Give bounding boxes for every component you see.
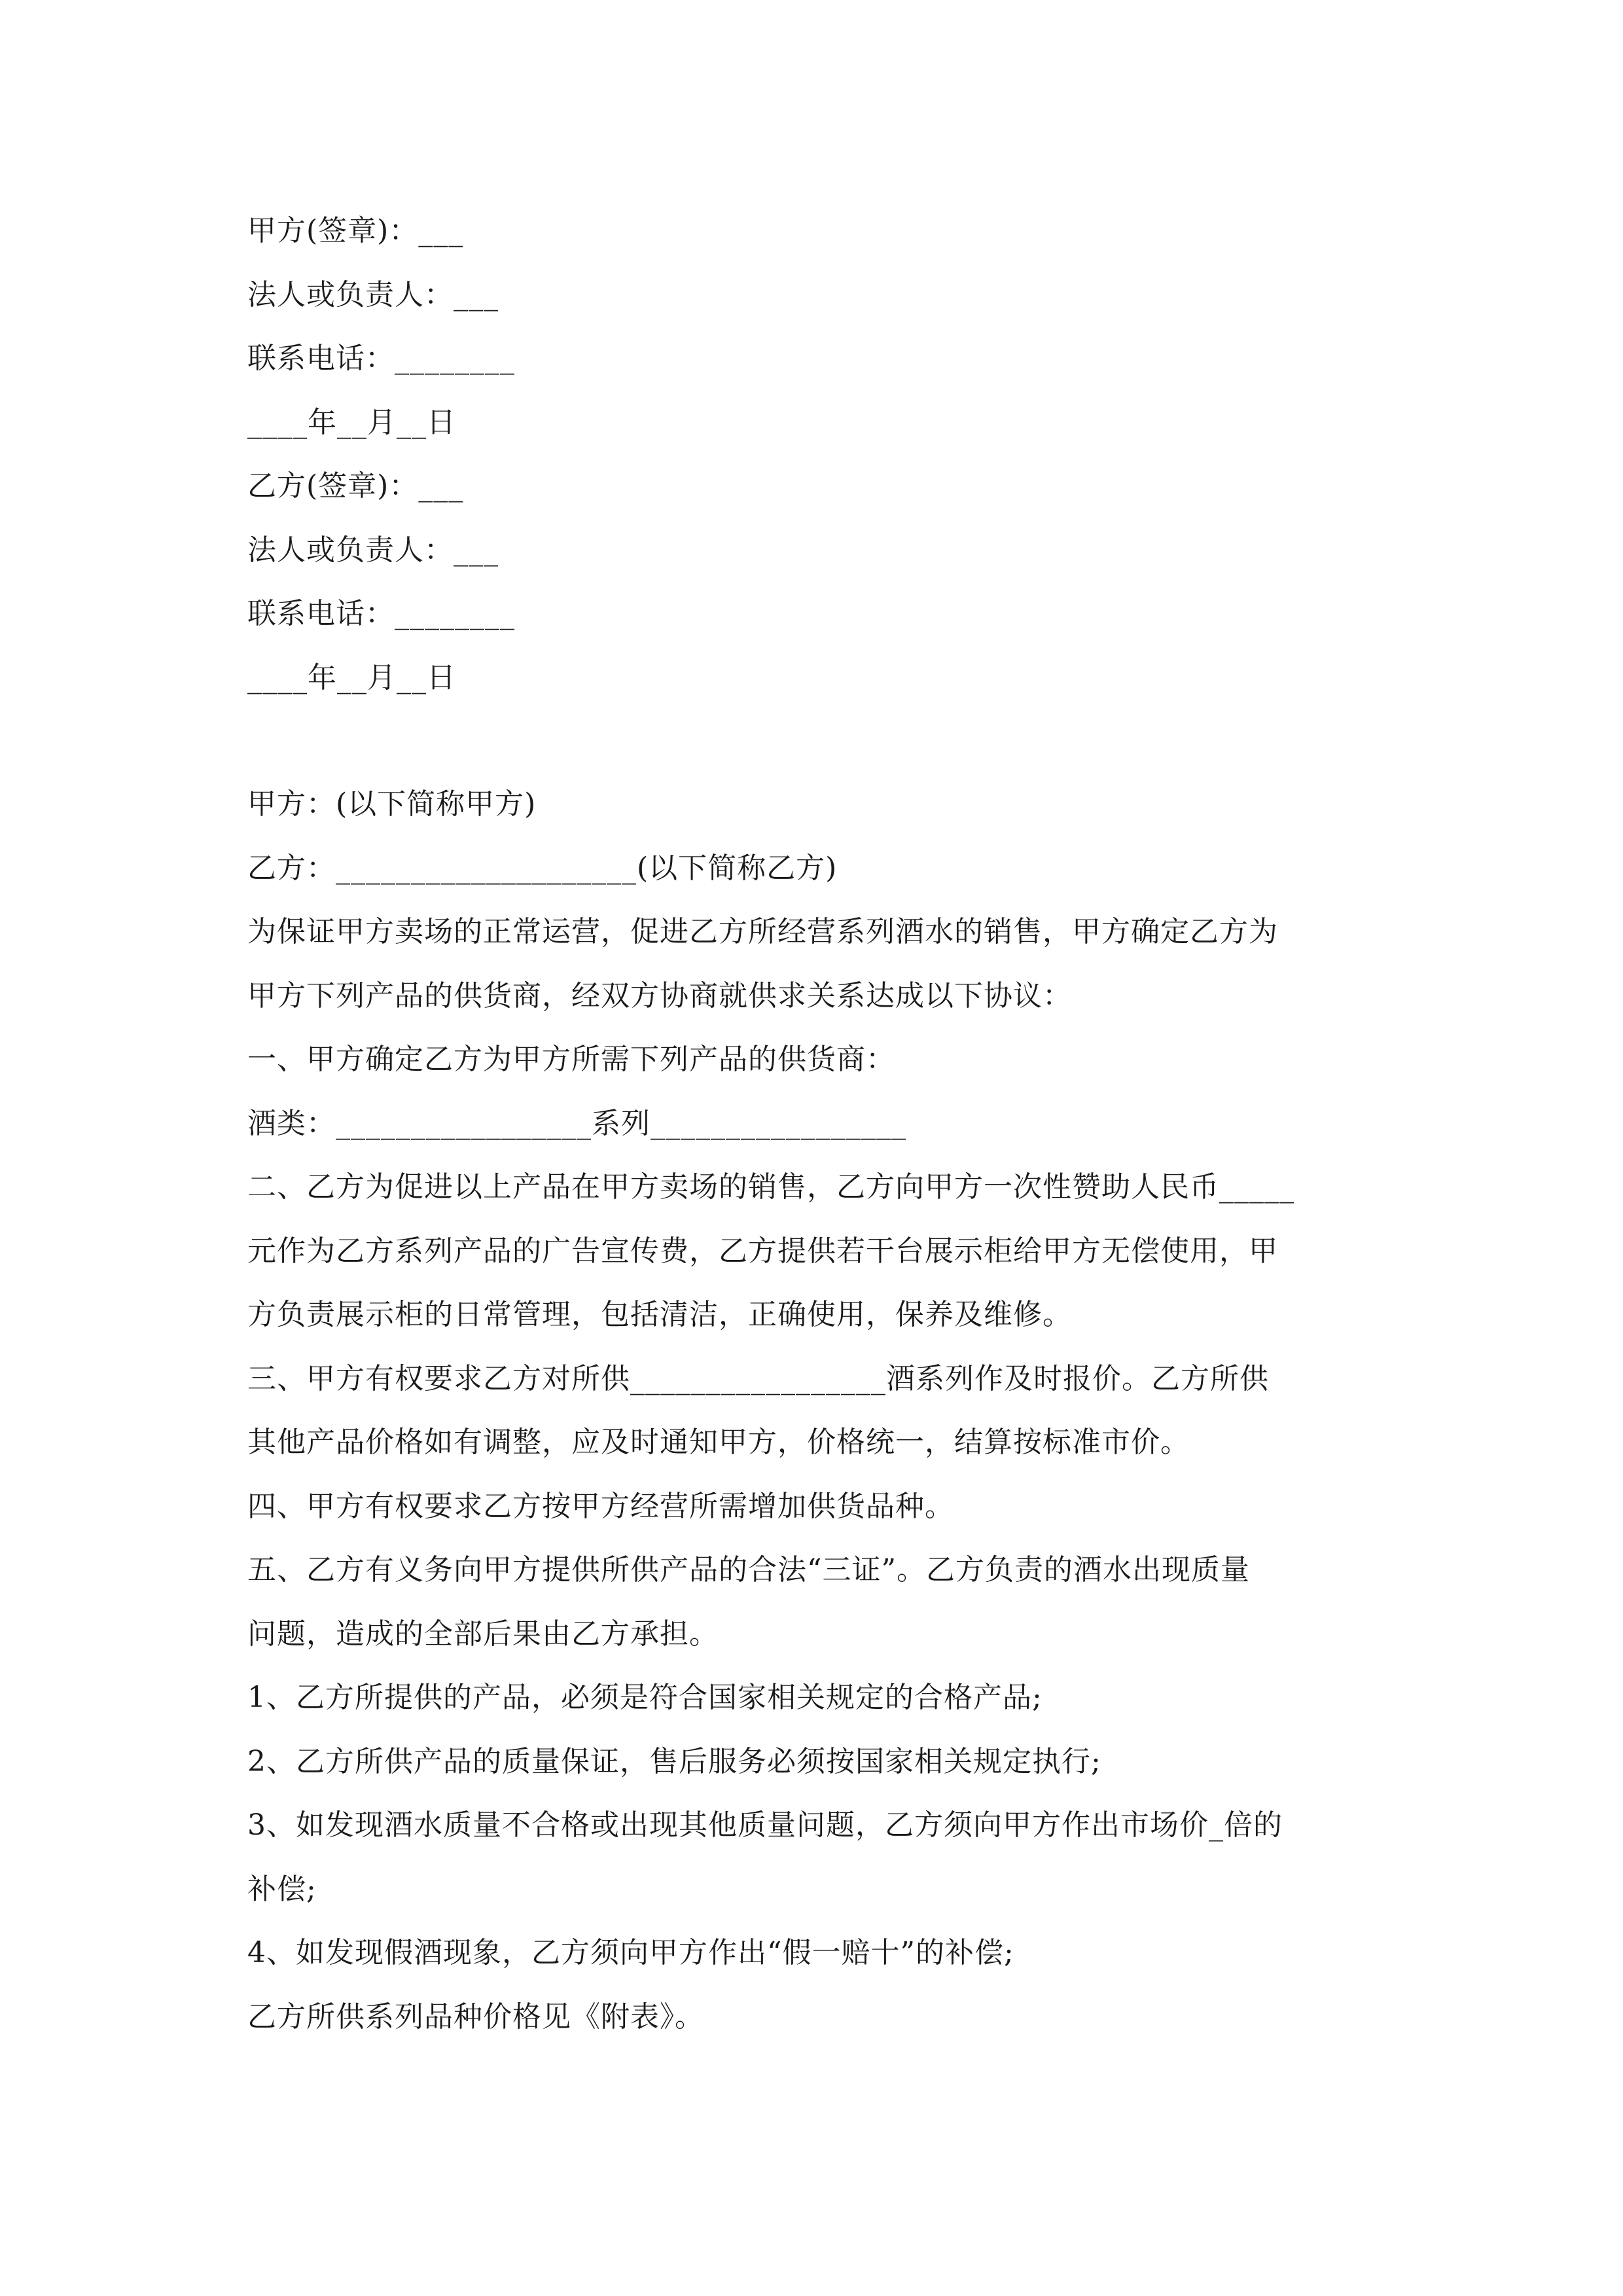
clause-1: 一、甲方确定乙方为甲方所需下列产品的供货商： [247, 1043, 895, 1076]
clause-1-detail: 酒类：_________________系列_________________ [247, 1106, 906, 1140]
item-3-line-2: 补偿; [247, 1872, 317, 1906]
party-a-phone-line: 联系电话：________ [247, 342, 515, 375]
appendix-note: 乙方所供系列品种价格见《附表》。 [247, 2000, 704, 2034]
intro-paragraph-line-1: 为保证甲方卖场的正常运营，促进乙方所经营系列酒水的销售，甲方确定乙方为 [247, 915, 1278, 948]
clause-2-line-3: 方负责展示柜的日常管理，包括清洁，正确使用，保养及维修。 [247, 1298, 1072, 1331]
intro-paragraph-line-2: 甲方下列产品的供货商，经双方协商就供求关系达成以下协议： [247, 978, 1072, 1013]
party-b-phone-line: 联系电话：________ [247, 597, 515, 630]
clause-2-line-2: 元作为乙方系列产品的广告宣传费，乙方提供若干台展示柜给甲方无偿使用，甲 [247, 1234, 1278, 1268]
item-2: 2、乙方所供产品的质量保证，售后服务必须按国家相关规定执行; [247, 1744, 1101, 1778]
party-b-seal-line: 乙方(签章)：___ [247, 469, 464, 503]
clause-3-line-1: 三、甲方有权要求乙方对所供_________________酒系列作及时报价。乙方所供 [247, 1361, 1269, 1395]
party-a-representative-line: 法人或负责人：___ [247, 278, 499, 312]
item-4: 4、如发现假酒现象，乙方须向甲方作出“假一赔十”的补偿; [247, 1936, 1014, 1969]
party-a-line: 甲方：(以下简称甲方) [247, 787, 537, 821]
party-b-representative-line: 法人或负责人：___ [247, 533, 499, 567]
clause-5-line-1: 五、乙方有义务向甲方提供所供产品的合法“三证”。乙方负责的酒水出现质量 [247, 1553, 1250, 1587]
signature-block [247, 199, 1380, 709]
clause-4: 四、甲方有权要求乙方按甲方经营所需增加供货品种。 [247, 1489, 954, 1523]
party-b-line: 乙方：____________________(以下简称乙方) [247, 851, 838, 885]
agreement-body [247, 772, 1380, 2049]
clause-5-line-2: 问题，造成的全部后果由乙方承担。 [247, 1617, 719, 1651]
party-a-seal-line: 甲方(签章)：___ [247, 214, 464, 247]
item-1: 1、乙方所提供的产品，必须是符合国家相关规定的合格产品; [247, 1681, 1043, 1714]
clause-3-line-2: 其他产品价格如有调整，应及时通知甲方，价格统一，结算按标准市价。 [247, 1426, 1190, 1459]
party-a-date-line: ____年__月__日 [247, 405, 456, 439]
item-3-line-1: 3、如发现酒水质量不合格或出现其他质量问题，乙方须向甲方作出市场价_倍的 [247, 1808, 1283, 1842]
party-b-date-line: ____年__月__日 [247, 660, 456, 694]
clause-2-line-1: 二、乙方为促进以上产品在甲方卖场的销售，乙方向甲方一次性赞助人民币_____ [247, 1170, 1294, 1204]
